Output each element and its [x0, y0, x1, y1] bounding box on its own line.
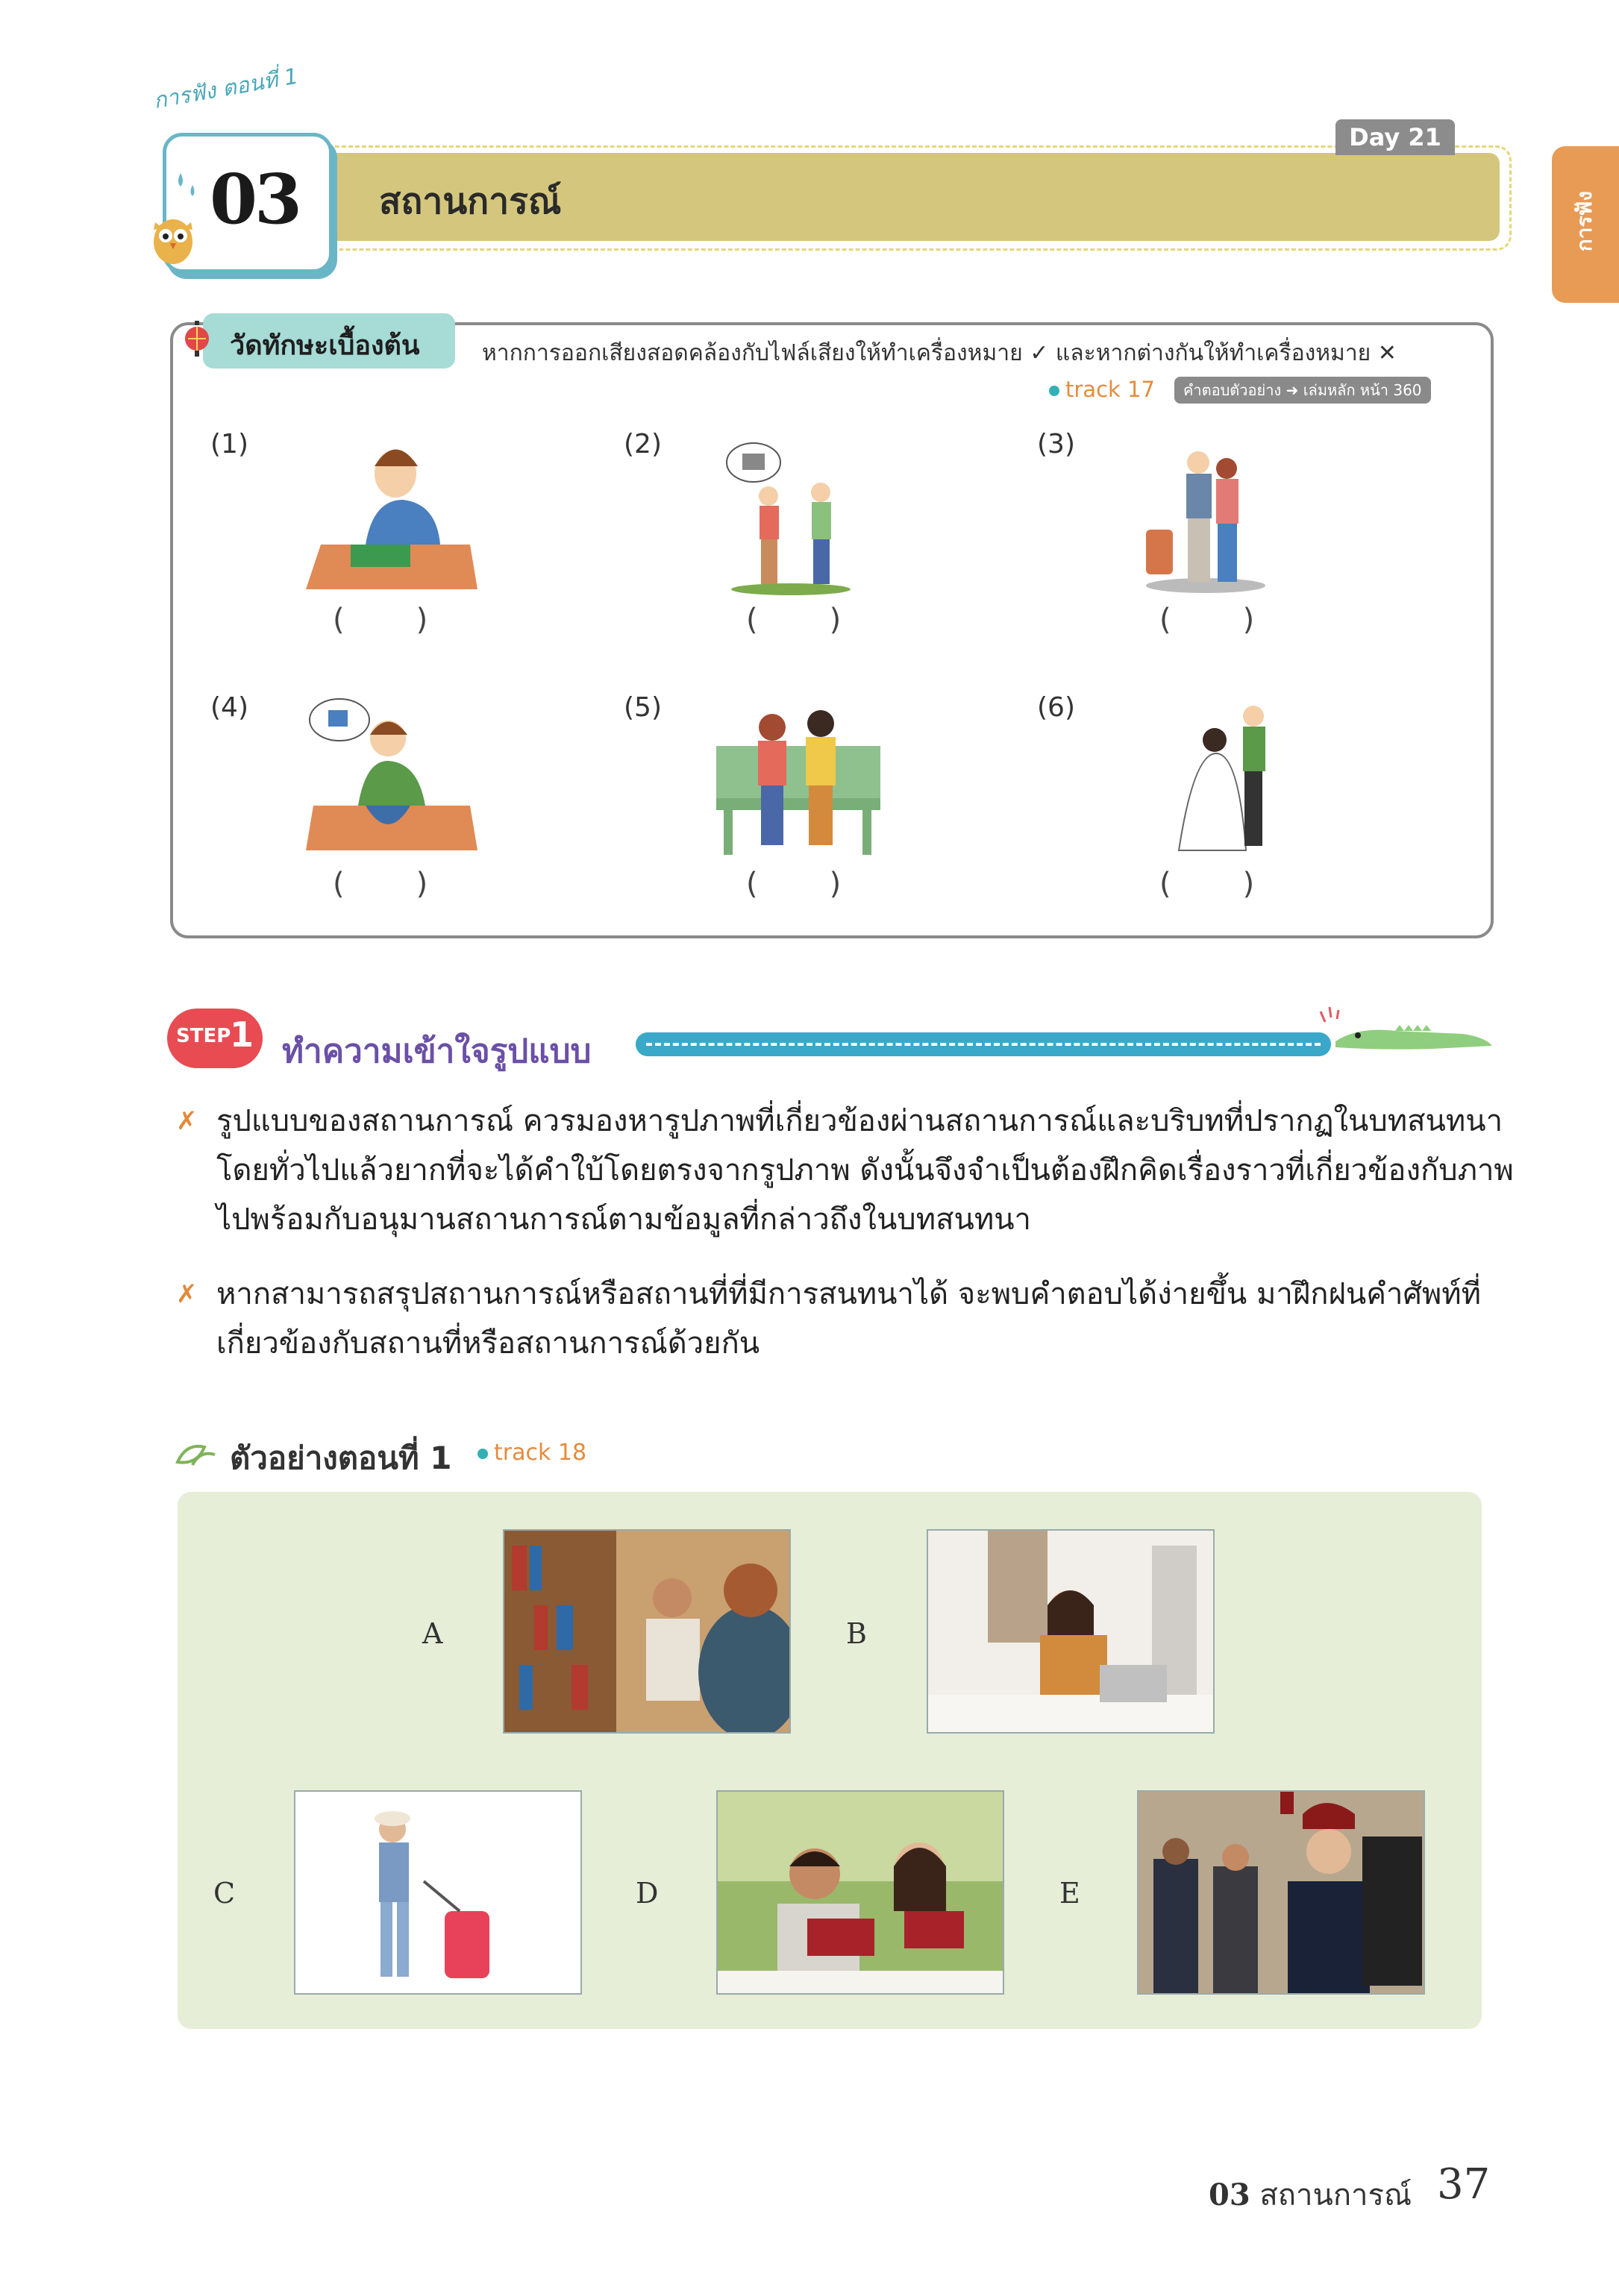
step-title: ทำความเข้าใจรูปแบบ [282, 1032, 592, 1070]
illustration-haircut [1164, 694, 1283, 865]
photo-label: B [846, 1617, 867, 1650]
illustration-couple-hugging [1131, 433, 1280, 597]
track-18-label: track 18 [494, 1440, 587, 1466]
photo-office-phone [927, 1529, 1215, 1734]
audio-dot-icon [1049, 386, 1059, 396]
track-18[interactable] [477, 1440, 586, 1466]
photo-label: D [636, 1877, 659, 1910]
photo-label: C [213, 1877, 236, 1910]
footer-chapter-number: 03 [1209, 2177, 1250, 2212]
answer-blank[interactable]: ( ) [1159, 603, 1255, 637]
track-17[interactable] [1049, 377, 1155, 402]
lantern-icon [182, 321, 212, 357]
step-word: STEP [176, 1025, 231, 1047]
item-number: (6) [1037, 692, 1075, 723]
side-tab-label: การฟัง [1572, 191, 1597, 252]
sweat-drops-icon [173, 170, 203, 207]
page-title: สถานการณ์ [379, 181, 562, 222]
answer-blank[interactable]: ( ) [333, 867, 428, 901]
photo-traveler-suitcase [294, 1790, 582, 1995]
step-divider [636, 1032, 1331, 1056]
day-tab: Day 21 [1335, 119, 1455, 155]
illustration-two-students-walking [716, 433, 865, 597]
side-tab [1552, 146, 1619, 303]
photo-hotel-bellhop [1137, 1790, 1425, 1995]
bullet-2-line-1: หากสามารถสรุปสถานการณ์หรือสถานที่ที่มีการสนทนาได้ จะพบคำตอบได้ง่ายขึ้น มาฝึกฝนคำศัพท์ที่ [216, 1277, 1481, 1311]
photo-bookstore [503, 1529, 791, 1734]
bullet-x-icon: ✗ [176, 1106, 198, 1136]
audio-dot-icon [477, 1449, 488, 1459]
example-title: ตัวอย่างตอนที่ 1 [230, 1440, 452, 1476]
answer-reference-tag: คำตอบตัวอย่าง ➜ เล่มหลัก หน้า 360 [1174, 377, 1431, 404]
owl-icon [149, 209, 201, 269]
track-17-label: track 17 [1065, 377, 1155, 402]
item-number: (2) [624, 429, 662, 459]
page-number: 37 [1437, 2160, 1491, 2209]
bullet-1-line-1: รูปแบบของสถานการณ์ ควรมองหารูปภาพที่เกี่ยวข้องผ่านสถานการณ์และบริบทที่ปรากฏในบทสนทนา [216, 1104, 1503, 1138]
photo-label: E [1059, 1877, 1080, 1910]
step-number: 1 [230, 1014, 254, 1055]
bullet-1-line-2: โดยทั่วไปแล้วยากที่จะได้คำใบ้โดยตรงจากรูปภาพ ดังนั้นจึงจำเป็นต้องฝึกคิดเรื่องราวที่เกี่ยวข้องกับภาพ [216, 1153, 1514, 1188]
item-number: (1) [210, 429, 248, 459]
answer-blank[interactable]: ( ) [1159, 867, 1255, 901]
bullet-x-icon: ✗ [176, 1279, 198, 1309]
illustration-searching-bag [298, 694, 492, 858]
bullet-1-line-3: ไปพร้อมกับอนุมานสถานการณ์ตามข้อมูลที่กล่าวถึงในบทสนทนา [216, 1202, 1031, 1237]
item-number: (3) [1037, 429, 1075, 459]
illustration-couple-on-bench [709, 694, 888, 858]
exercise-instruction: หากการออกเสียงสอดคล้องกับไฟล์เสียงให้ทำเครื่องหมาย ✓ และหากต่างกันให้ทำเครื่องหมาย ✕ [482, 340, 1397, 366]
crocodile-icon [1313, 1004, 1500, 1064]
answer-blank[interactable]: ( ) [746, 867, 842, 901]
footer-chapter [1209, 2171, 1412, 2218]
leaf-icon [175, 1440, 216, 1469]
answer-blank[interactable]: ( ) [333, 603, 428, 637]
bullet-2-line-2: เกี่ยวข้องกับสถานที่หรือสถานการณ์ด้วยกัน [216, 1326, 760, 1361]
item-number: (4) [210, 692, 248, 723]
photo-label: A [422, 1617, 443, 1650]
section-tag: การฟัง ตอนที่ 1 [151, 63, 301, 114]
chapter-number: 03 [210, 159, 300, 239]
photo-restaurant-couple [716, 1790, 1004, 1995]
answer-blank[interactable]: ( ) [746, 603, 842, 637]
step-badge [167, 1009, 263, 1068]
item-number: (5) [624, 692, 662, 723]
exercise-label-text: วัดทักษะเบื้องต้น [230, 330, 420, 361]
footer-chapter-title: สถานการณ์ [1259, 2178, 1412, 2212]
illustration-student-writing [291, 433, 485, 597]
exercise-label [203, 313, 455, 368]
